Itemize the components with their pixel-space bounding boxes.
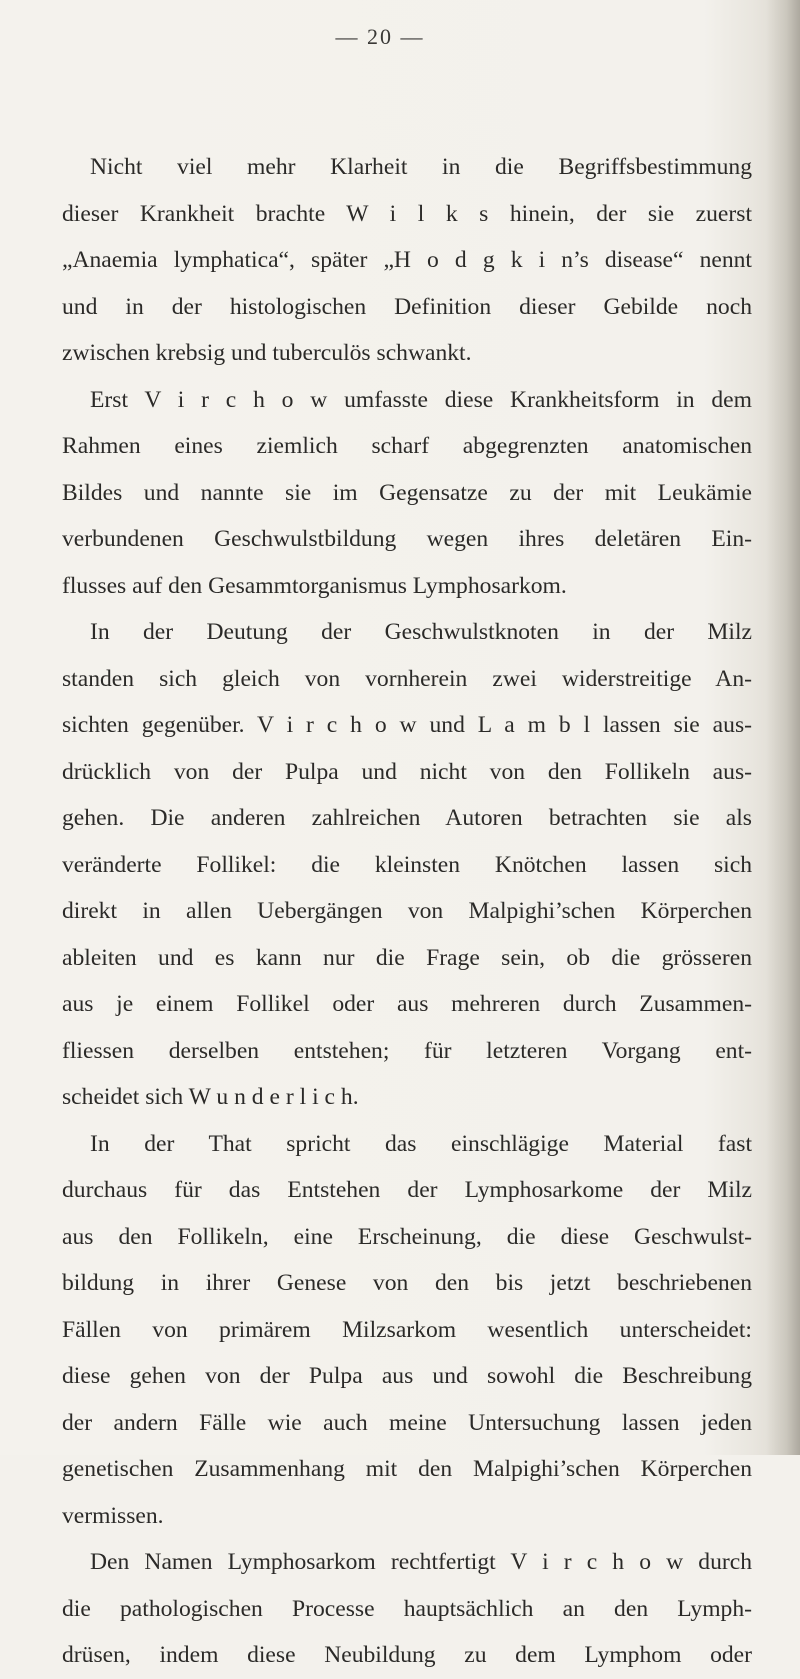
text-line: aus je einem Follikel oder aus mehreren durch Zusammen- bbox=[62, 991, 752, 1017]
text-line: In der Deutung der Geschwulstknoten in der Milz bbox=[90, 619, 752, 645]
text-line: scheidet sich W u n d e r l i c h. bbox=[62, 1084, 359, 1110]
text-line: standen sich gleich von vornherein zwei widerstreitige An- bbox=[62, 665, 752, 692]
text-line: flusses auf den Gesammtorganismus Lymphosarkom. bbox=[62, 572, 567, 599]
text-line: veränderte Follikel: die kleinsten Knötchen lassen sich bbox=[62, 851, 752, 878]
text-line: zwischen krebsig und tuberculös schwankt. bbox=[62, 340, 472, 366]
text-line: Nicht viel mehr Klarheit in die Begriffsbestimmung bbox=[90, 154, 752, 180]
text-line: Bildes und nannte sie im Gegensatze zu der mit Leukämie bbox=[62, 479, 752, 506]
body-text bbox=[62, 144, 752, 1679]
text-line: Erst V i r c h o w umfasste diese Krankheitsform in dem bbox=[90, 386, 752, 413]
text-line: diese gehen von der Pulpa aus und sowohl die Beschreibung bbox=[62, 1363, 752, 1389]
text-line: genetischen Zusammenhang mit den Malpighi’schen Körperchen bbox=[62, 1456, 752, 1482]
text-line: fliessen derselben entstehen; für letzteren Vorgang ent- bbox=[62, 1037, 752, 1064]
text-line: Rahmen eines ziemlich scharf abgegrenzten anatomischen bbox=[62, 433, 752, 459]
text-line: und in der histologischen Definition dieser Gebilde noch bbox=[62, 293, 752, 320]
text-line: aus den Follikeln, eine Erscheinung, die diese Geschwulst- bbox=[62, 1223, 752, 1250]
text-line: ableiten und es kann nur die Frage sein, ob die grösseren bbox=[62, 944, 752, 971]
text-line: Fällen von primärem Milzsarkom wesentlich unterscheidet: bbox=[62, 1316, 752, 1343]
text-line: „Anaemia lymphatica“, später „H o d g k i n’s disease“ nennt bbox=[62, 247, 752, 273]
page-edge-shadow bbox=[766, 0, 800, 1455]
text-line: gehen. Die anderen zahlreichen Autoren betrachten sie als bbox=[62, 805, 752, 831]
text-line: drüsen, indem diese Neubildung zu dem Lymphom oder bbox=[62, 1642, 752, 1668]
text-line: der andern Fälle wie auch meine Untersuchung lassen jeden bbox=[62, 1409, 752, 1436]
text-line: bildung in ihrer Genese von den bis jetzt beschriebenen bbox=[62, 1270, 752, 1296]
text-line: durchaus für das Entstehen der Lymphosarkome der Milz bbox=[62, 1177, 752, 1203]
text-line: verbundenen Geschwulstbildung wegen ihres deletären Ein- bbox=[62, 526, 752, 552]
text-line: drücklich von der Pulpa und nicht von den Follikeln aus- bbox=[62, 758, 752, 785]
text-line: In der That spricht das einschlägige Material fast bbox=[90, 1130, 752, 1157]
page-number: — 20 — bbox=[335, 24, 425, 49]
text-line: die pathologischen Processe hauptsächlich an den Lymph- bbox=[62, 1595, 752, 1622]
text-line: direkt in allen Uebergängen von Malpighi’schen Körperchen bbox=[62, 898, 752, 924]
text-line: vermissen. bbox=[62, 1502, 164, 1529]
text-line: dieser Krankheit brachte W i l k s hinein, der sie zuerst bbox=[62, 200, 752, 227]
text-line: Den Namen Lymphosarkom rechtfertigt V i r c h o w durch bbox=[90, 1549, 752, 1575]
text-line: sichten gegenüber. V i r c h o w und L a m b l lassen sie aus- bbox=[62, 712, 752, 738]
